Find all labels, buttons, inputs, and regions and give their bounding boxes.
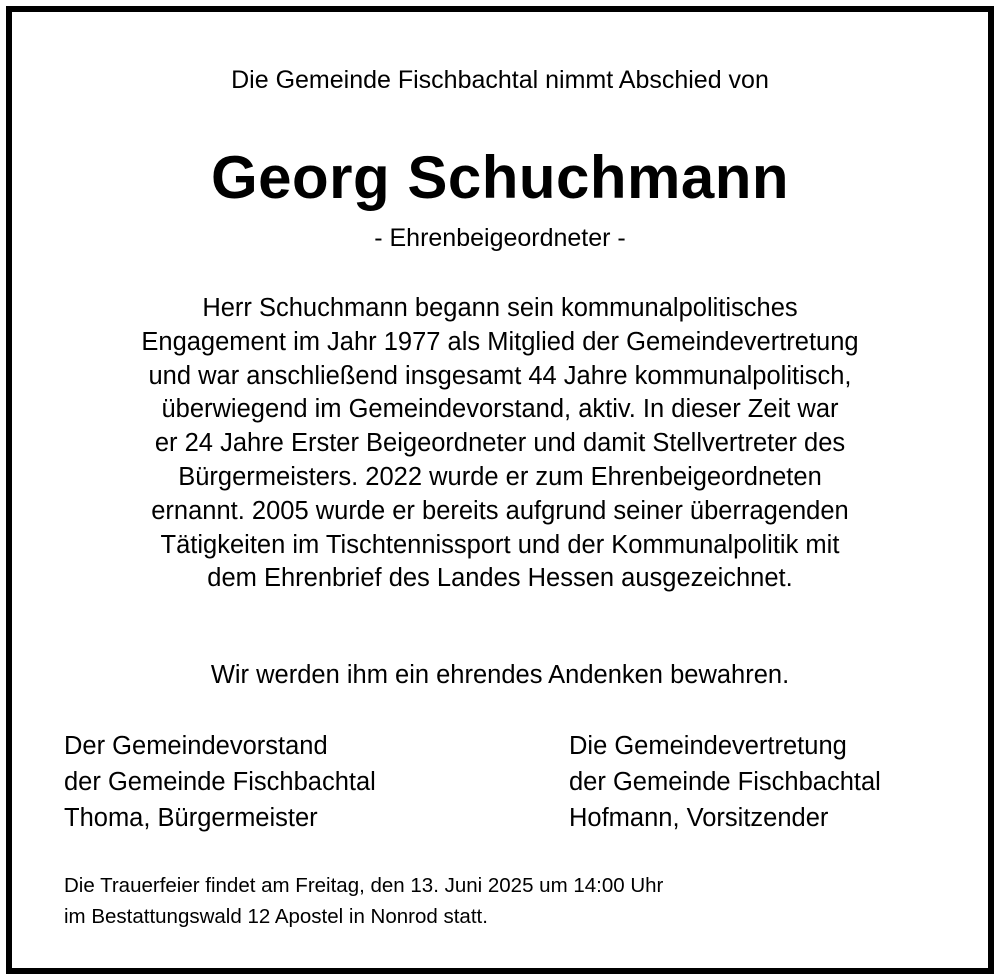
tribute-text: [12, 292, 988, 596]
tribute-line: er 24 Jahre Erster Beigeordneter und damit Stellvertreter des: [154, 429, 846, 458]
tribute-line: Engagement im Jahr 1977 als Mitglied der Gemeindevertretung: [141, 327, 859, 356]
funeral-line: Die Trauerfeier findet am Freitag, den 13. Juni 2025 um 14:00 Uhr: [64, 874, 664, 897]
tribute-line: ernannt. 2005 wurde er bereits aufgrund seiner überragenden: [151, 496, 849, 525]
signature-line: der Gemeinde Fischbachtal: [64, 768, 376, 796]
funeral-notice: [64, 870, 663, 932]
intro-line: Die Gemeinde Fischbachtal nimmt Abschied von: [231, 66, 769, 94]
signature-right: [569, 728, 881, 836]
closing-line: Wir werden ihm ein ehrendes Andenken bewahren.: [210, 661, 790, 689]
tribute-line: Herr Schuchmann begann sein kommunalpolitisches: [202, 294, 798, 322]
signature-line: Der Gemeindevorstand: [64, 732, 328, 760]
signature-line: Thoma, Bürgermeister: [64, 804, 318, 832]
signature-line: der Gemeinde Fischbachtal: [569, 768, 881, 796]
signature-line: Hofmann, Vorsitzender: [569, 804, 829, 832]
tribute-line: Tätigkeiten im Tischtennissport und der Kommunalpolitik mit: [160, 530, 840, 559]
obituary-frame: [6, 6, 994, 974]
tribute-line: überwiegend im Gemeindevorstand, aktiv. In dieser Zeit war: [161, 395, 839, 424]
signature-line: Die Gemeindevertretung: [569, 732, 847, 760]
deceased-name: Georg Schuchmann: [210, 144, 790, 211]
tribute-line: und war anschließend insgesamt 44 Jahre kommunalpolitisch,: [148, 361, 852, 390]
honorary-title: - Ehrenbeigeordneter -: [374, 224, 626, 252]
signature-left: [64, 728, 376, 836]
tribute-line: dem Ehrenbrief des Landes Hessen ausgezeichnet.: [207, 564, 793, 593]
tribute-line: Bürgermeisters. 2022 wurde er zum Ehrenbeigeordneten: [178, 462, 822, 491]
funeral-line: im Bestattungswald 12 Apostel in Nonrod statt.: [64, 905, 488, 928]
